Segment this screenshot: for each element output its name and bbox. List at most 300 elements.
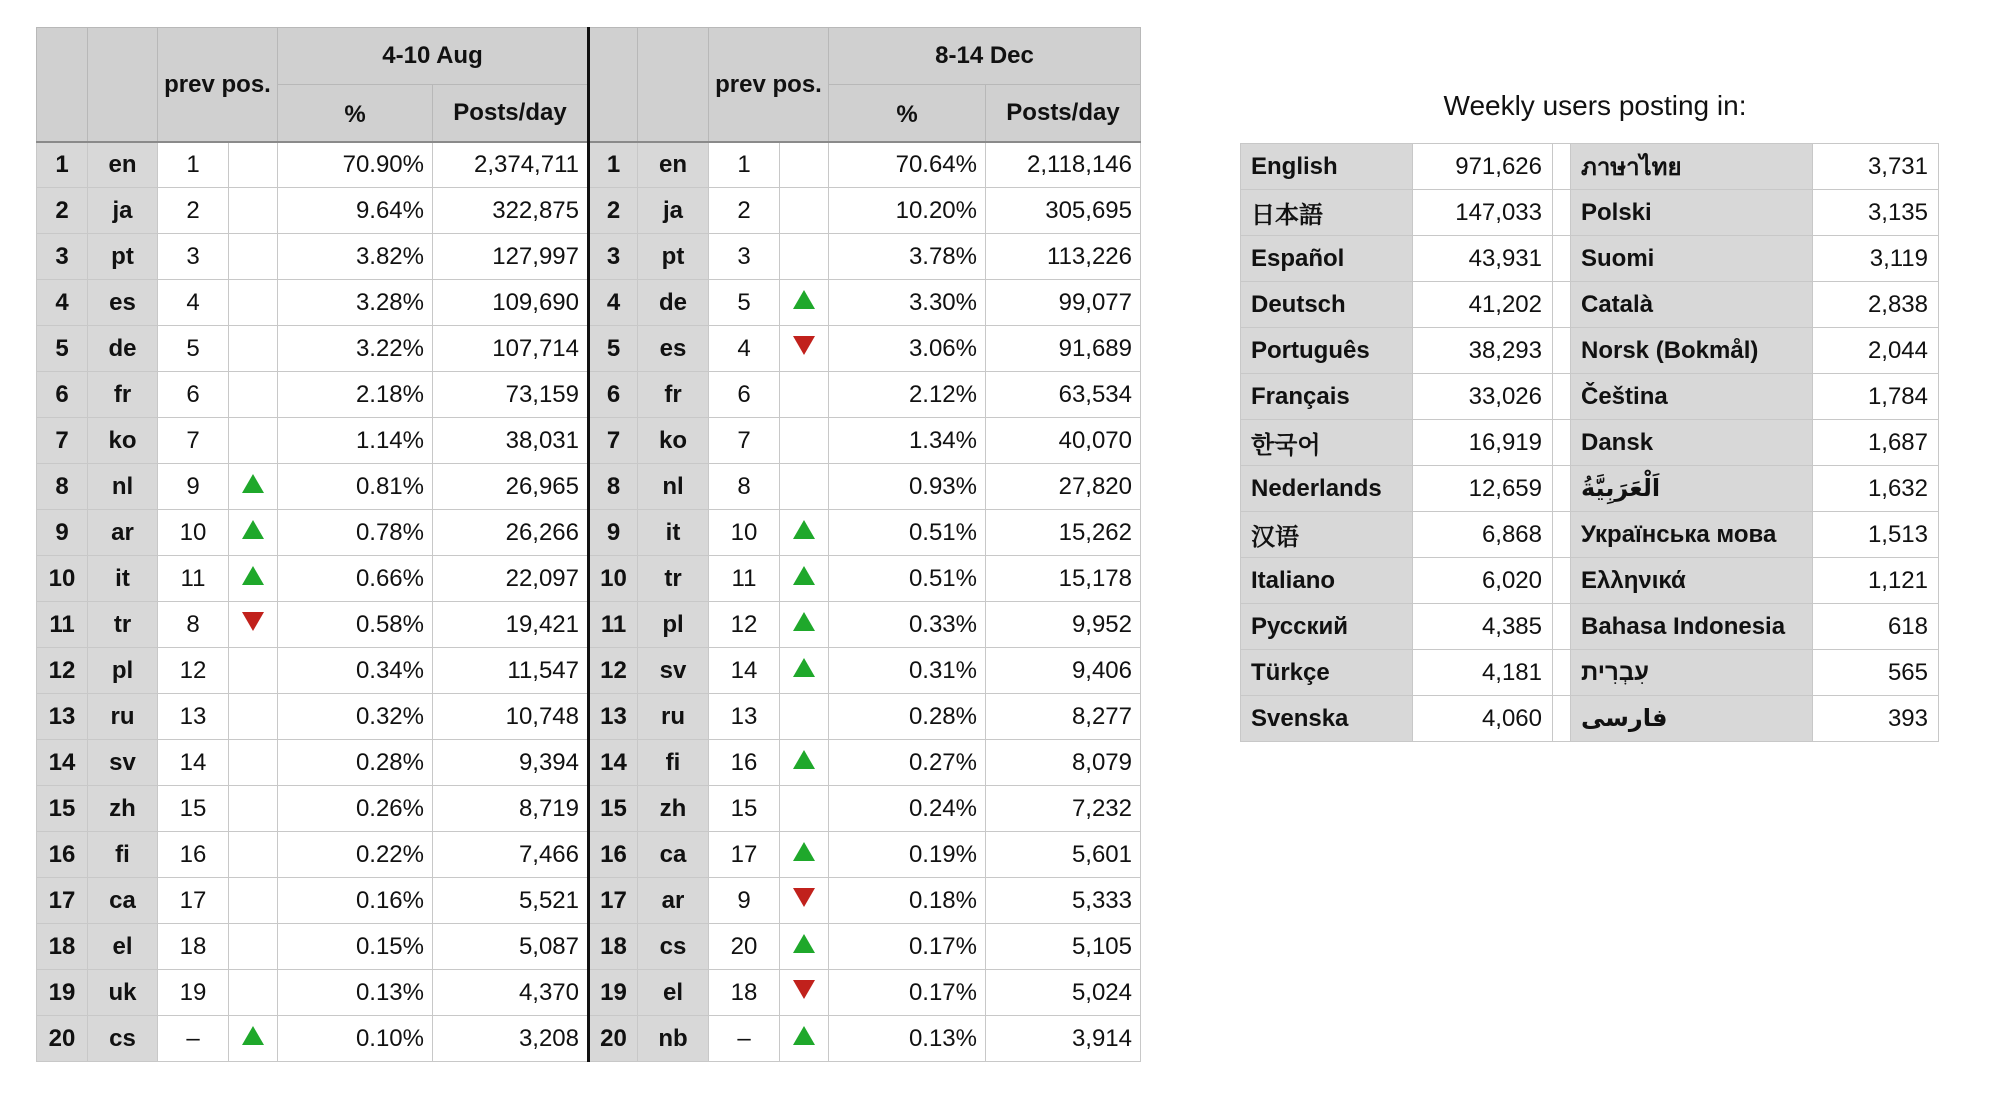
prev-pos-cell: 13 <box>158 694 229 740</box>
weekly-row <box>1241 604 1939 650</box>
rank-cell: 20 <box>589 1016 638 1062</box>
weekly-user-count: 565 <box>1813 650 1939 696</box>
posts-per-day-cell: 40,070 <box>986 418 1141 464</box>
language-code-cell: fr <box>638 372 709 418</box>
percent-cell: 0.16% <box>278 878 433 924</box>
rank-cell: 6 <box>37 372 88 418</box>
weekly-language-name: Bahasa Indonesia <box>1571 604 1813 650</box>
language-code-cell: it <box>638 510 709 556</box>
prev-pos-cell: 17 <box>158 878 229 924</box>
table-row <box>37 832 1141 878</box>
prev-pos-cell: 6 <box>709 372 780 418</box>
weekly-users-table <box>1240 143 1939 742</box>
trend-cell <box>780 326 829 372</box>
language-code-cell: pl <box>88 648 158 694</box>
prev-pos-cell: – <box>158 1016 229 1062</box>
rank-cell: 1 <box>589 142 638 188</box>
rank-cell: 16 <box>37 832 88 878</box>
trend-cell <box>229 280 278 326</box>
percent-cell: 0.13% <box>278 970 433 1016</box>
trend-cell <box>229 234 278 280</box>
prev-pos-cell: 14 <box>709 648 780 694</box>
language-code-cell: fr <box>88 372 158 418</box>
rank-cell: 12 <box>37 648 88 694</box>
header-lang-blank-2 <box>638 28 709 142</box>
trend-cell <box>229 970 278 1016</box>
prev-pos-cell: 10 <box>709 510 780 556</box>
rank-cell: 9 <box>37 510 88 556</box>
prev-pos-cell: 11 <box>158 556 229 602</box>
prev-pos-cell: 20 <box>709 924 780 970</box>
prev-pos-cell: 19 <box>158 970 229 1016</box>
prev-pos-cell: 10 <box>158 510 229 556</box>
percent-cell: 0.17% <box>829 924 986 970</box>
weekly-users-title: Weekly users posting in: <box>1443 90 1747 121</box>
period-2-label: 8-14 Dec <box>829 28 1141 85</box>
posts-per-day-cell: 5,087 <box>433 924 589 970</box>
weekly-user-count: 618 <box>1813 604 1939 650</box>
trend-cell <box>229 786 278 832</box>
posts-per-day-cell: 5,105 <box>986 924 1141 970</box>
weekly-user-count: 4,385 <box>1413 604 1553 650</box>
trend-up-icon <box>793 566 815 585</box>
header-posts-per-day-2: Posts/day <box>986 85 1141 142</box>
column-spacer <box>1553 282 1571 328</box>
percent-cell: 0.27% <box>829 740 986 786</box>
prev-pos-cell: 16 <box>158 832 229 878</box>
rank-cell: 20 <box>37 1016 88 1062</box>
column-spacer <box>1553 650 1571 696</box>
language-code-cell: es <box>88 280 158 326</box>
percent-cell: 0.78% <box>278 510 433 556</box>
column-spacer <box>1553 374 1571 420</box>
table-row <box>37 142 1141 188</box>
table-row <box>37 326 1141 372</box>
posts-per-day-cell: 3,208 <box>433 1016 589 1062</box>
posts-per-day-cell: 7,466 <box>433 832 589 878</box>
posts-per-day-cell: 107,714 <box>433 326 589 372</box>
weekly-language-name: اَلْعَرَبِيَّةُ <box>1571 466 1813 512</box>
trend-down-icon <box>242 612 264 631</box>
prev-pos-cell: 1 <box>709 142 780 188</box>
trend-cell <box>229 924 278 970</box>
weekly-language-name: 汉语 <box>1241 512 1413 558</box>
language-code-cell: sv <box>638 648 709 694</box>
ranking-rows <box>37 142 1141 1062</box>
rank-cell: 11 <box>589 602 638 648</box>
trend-up-icon <box>793 520 815 539</box>
posts-per-day-cell: 8,277 <box>986 694 1141 740</box>
weekly-row <box>1241 650 1939 696</box>
posts-per-day-cell: 99,077 <box>986 280 1141 326</box>
posts-per-day-cell: 11,547 <box>433 648 589 694</box>
percent-cell: 1.14% <box>278 418 433 464</box>
language-code-cell: ja <box>638 188 709 234</box>
weekly-user-count: 43,931 <box>1413 236 1553 282</box>
trend-cell <box>229 878 278 924</box>
weekly-user-count: 1,121 <box>1813 558 1939 604</box>
rank-cell: 7 <box>37 418 88 464</box>
weekly-user-count: 2,044 <box>1813 328 1939 374</box>
rank-cell: 1 <box>37 142 88 188</box>
rank-cell: 5 <box>37 326 88 372</box>
posts-per-day-cell: 38,031 <box>433 418 589 464</box>
rank-cell: 15 <box>37 786 88 832</box>
column-spacer <box>1553 466 1571 512</box>
header-pct: % <box>278 85 433 142</box>
percent-cell: 0.10% <box>278 1016 433 1062</box>
weekly-row <box>1241 236 1939 282</box>
trend-up-icon <box>242 1026 264 1045</box>
column-spacer <box>1553 144 1571 190</box>
weekly-user-count: 16,919 <box>1413 420 1553 466</box>
language-code-cell: el <box>638 970 709 1016</box>
rank-cell: 15 <box>589 786 638 832</box>
rank-cell: 11 <box>37 602 88 648</box>
rank-cell: 10 <box>37 556 88 602</box>
language-code-cell: zh <box>638 786 709 832</box>
language-ranking-table <box>36 27 1141 1062</box>
percent-cell: 0.28% <box>829 694 986 740</box>
rank-cell: 14 <box>589 740 638 786</box>
rank-cell: 6 <box>589 372 638 418</box>
trend-down-icon <box>793 980 815 999</box>
percent-cell: 0.26% <box>278 786 433 832</box>
weekly-user-count: 1,513 <box>1813 512 1939 558</box>
weekly-language-name: Ελληνικά <box>1571 558 1813 604</box>
trend-cell <box>780 1016 829 1062</box>
trend-cell <box>780 602 829 648</box>
posts-per-day-cell: 322,875 <box>433 188 589 234</box>
weekly-language-name: Français <box>1241 374 1413 420</box>
prev-pos-cell: 5 <box>158 326 229 372</box>
language-code-cell: ar <box>88 510 158 556</box>
percent-cell: 0.58% <box>278 602 433 648</box>
rank-cell: 18 <box>589 924 638 970</box>
posts-per-day-cell: 5,024 <box>986 970 1141 1016</box>
rank-cell: 5 <box>589 326 638 372</box>
weekly-row <box>1241 466 1939 512</box>
rank-cell: 13 <box>589 694 638 740</box>
table-row <box>37 510 1141 556</box>
percent-cell: 3.22% <box>278 326 433 372</box>
weekly-user-count: 41,202 <box>1413 282 1553 328</box>
posts-per-day-cell: 127,997 <box>433 234 589 280</box>
language-code-cell: ko <box>638 418 709 464</box>
trend-up-icon <box>793 1026 815 1045</box>
column-spacer <box>1553 236 1571 282</box>
language-code-cell: nl <box>638 464 709 510</box>
header-rank-blank-2 <box>589 28 638 142</box>
posts-per-day-cell: 63,534 <box>986 372 1141 418</box>
percent-cell: 0.22% <box>278 832 433 878</box>
rank-cell: 17 <box>589 878 638 924</box>
posts-per-day-cell: 305,695 <box>986 188 1141 234</box>
table-row <box>37 234 1141 280</box>
rank-cell: 4 <box>589 280 638 326</box>
weekly-language-name: Čeština <box>1571 374 1813 420</box>
prev-pos-cell: 7 <box>158 418 229 464</box>
prev-pos-cell: 4 <box>709 326 780 372</box>
percent-cell: 0.31% <box>829 648 986 694</box>
prev-pos-cell: 9 <box>709 878 780 924</box>
prev-pos-cell: 8 <box>158 602 229 648</box>
trend-cell <box>229 464 278 510</box>
trend-cell <box>229 832 278 878</box>
posts-per-day-cell: 7,232 <box>986 786 1141 832</box>
posts-per-day-cell: 2,374,711 <box>433 142 589 188</box>
rank-cell: 17 <box>37 878 88 924</box>
table-row <box>37 924 1141 970</box>
rank-cell: 14 <box>37 740 88 786</box>
trend-cell <box>780 970 829 1016</box>
weekly-user-count: 393 <box>1813 696 1939 742</box>
language-code-cell: ru <box>638 694 709 740</box>
posts-per-day-cell: 10,748 <box>433 694 589 740</box>
trend-cell <box>780 510 829 556</box>
language-code-cell: nb <box>638 1016 709 1062</box>
weekly-row <box>1241 190 1939 236</box>
percent-cell: 0.13% <box>829 1016 986 1062</box>
language-code-cell: de <box>88 326 158 372</box>
prev-pos-cell: 9 <box>158 464 229 510</box>
language-code-cell: ca <box>638 832 709 878</box>
language-code-cell: uk <box>88 970 158 1016</box>
weekly-row <box>1241 696 1939 742</box>
percent-cell: 3.06% <box>829 326 986 372</box>
prev-pos-cell: 4 <box>158 280 229 326</box>
weekly-row <box>1241 282 1939 328</box>
percent-cell: 0.81% <box>278 464 433 510</box>
posts-per-day-cell: 27,820 <box>986 464 1141 510</box>
rank-cell: 10 <box>589 556 638 602</box>
rank-cell: 3 <box>37 234 88 280</box>
rank-cell: 4 <box>37 280 88 326</box>
language-code-cell: en <box>638 142 709 188</box>
trend-cell <box>229 326 278 372</box>
posts-per-day-cell: 15,262 <box>986 510 1141 556</box>
trend-up-icon <box>793 290 815 309</box>
prev-pos-cell: 8 <box>709 464 780 510</box>
percent-cell: 3.78% <box>829 234 986 280</box>
language-code-cell: ru <box>88 694 158 740</box>
weekly-user-count: 147,033 <box>1413 190 1553 236</box>
rank-cell: 8 <box>589 464 638 510</box>
prev-pos-cell: 14 <box>158 740 229 786</box>
table-row <box>37 694 1141 740</box>
trend-cell <box>229 740 278 786</box>
weekly-language-name: 日本語 <box>1241 190 1413 236</box>
trend-cell <box>780 464 829 510</box>
prev-pos-cell: 1 <box>158 142 229 188</box>
trend-cell <box>229 372 278 418</box>
header-rank-blank <box>37 28 88 142</box>
language-code-cell: ar <box>638 878 709 924</box>
weekly-language-name: Nederlands <box>1241 466 1413 512</box>
weekly-user-count: 3,119 <box>1813 236 1939 282</box>
weekly-language-name: Català <box>1571 282 1813 328</box>
rank-cell: 8 <box>37 464 88 510</box>
weekly-language-name: Polski <box>1571 190 1813 236</box>
trend-up-icon <box>793 750 815 769</box>
weekly-row <box>1241 374 1939 420</box>
column-spacer <box>1553 328 1571 374</box>
posts-per-day-cell: 19,421 <box>433 602 589 648</box>
period-1-label: 4-10 Aug <box>278 28 589 85</box>
rank-cell: 19 <box>589 970 638 1016</box>
language-code-cell: en <box>88 142 158 188</box>
weekly-user-count: 33,026 <box>1413 374 1553 420</box>
weekly-user-count: 6,868 <box>1413 512 1553 558</box>
rank-cell: 13 <box>37 694 88 740</box>
posts-per-day-cell: 73,159 <box>433 372 589 418</box>
posts-per-day-cell: 9,952 <box>986 602 1141 648</box>
prev-pos-cell: 18 <box>709 970 780 1016</box>
table-row <box>37 556 1141 602</box>
percent-cell: 3.82% <box>278 234 433 280</box>
percent-cell: 0.32% <box>278 694 433 740</box>
weekly-language-name: Português <box>1241 328 1413 374</box>
prev-pos-cell: 7 <box>709 418 780 464</box>
weekly-language-name: עִבְרִית <box>1571 650 1813 696</box>
weekly-language-name: Español <box>1241 236 1413 282</box>
header-prev-pos: prev pos. <box>158 28 278 142</box>
posts-per-day-cell: 26,266 <box>433 510 589 556</box>
table-row <box>37 970 1141 1016</box>
percent-cell: 3.28% <box>278 280 433 326</box>
weekly-row <box>1241 420 1939 466</box>
weekly-users-rows <box>1241 144 1939 742</box>
trend-cell <box>229 418 278 464</box>
language-code-cell: ja <box>88 188 158 234</box>
trend-cell <box>229 602 278 648</box>
weekly-language-name: 한국어 <box>1241 420 1413 466</box>
weekly-user-count: 3,135 <box>1813 190 1939 236</box>
percent-cell: 10.20% <box>829 188 986 234</box>
weekly-language-name: Dansk <box>1571 420 1813 466</box>
weekly-user-count: 12,659 <box>1413 466 1553 512</box>
percent-cell: 0.15% <box>278 924 433 970</box>
posts-per-day-cell: 8,079 <box>986 740 1141 786</box>
trend-cell <box>229 188 278 234</box>
weekly-row <box>1241 328 1939 374</box>
language-code-cell: cs <box>638 924 709 970</box>
table-row <box>37 648 1141 694</box>
rank-cell: 2 <box>37 188 88 234</box>
weekly-language-name: Русский <box>1241 604 1413 650</box>
language-code-cell: ca <box>88 878 158 924</box>
rank-cell: 19 <box>37 970 88 1016</box>
prev-pos-cell: 3 <box>158 234 229 280</box>
rank-cell: 2 <box>589 188 638 234</box>
weekly-user-count: 2,838 <box>1813 282 1939 328</box>
trend-cell <box>229 1016 278 1062</box>
percent-cell: 0.19% <box>829 832 986 878</box>
table-row <box>37 878 1141 924</box>
trend-cell <box>229 694 278 740</box>
weekly-language-name: English <box>1241 144 1413 190</box>
column-spacer <box>1553 558 1571 604</box>
weekly-user-count: 4,181 <box>1413 650 1553 696</box>
trend-cell <box>780 418 829 464</box>
trend-down-icon <box>793 888 815 907</box>
language-code-cell: fi <box>88 832 158 878</box>
weekly-row <box>1241 512 1939 558</box>
language-code-cell: pl <box>638 602 709 648</box>
prev-pos-cell: 3 <box>709 234 780 280</box>
prev-pos-cell: 12 <box>158 648 229 694</box>
percent-cell: 0.18% <box>829 878 986 924</box>
percent-cell: 70.90% <box>278 142 433 188</box>
prev-pos-cell: 17 <box>709 832 780 878</box>
posts-per-day-cell: 91,689 <box>986 326 1141 372</box>
prev-pos-cell: 13 <box>709 694 780 740</box>
trend-cell <box>229 648 278 694</box>
table-row <box>37 280 1141 326</box>
trend-up-icon <box>793 934 815 953</box>
prev-pos-cell: 15 <box>709 786 780 832</box>
trend-up-icon <box>242 566 264 585</box>
posts-per-day-cell: 8,719 <box>433 786 589 832</box>
header-lang-blank <box>88 28 158 142</box>
weekly-language-name: Norsk (Bokmål) <box>1571 328 1813 374</box>
percent-cell: 1.34% <box>829 418 986 464</box>
language-code-cell: pt <box>638 234 709 280</box>
rank-cell: 16 <box>589 832 638 878</box>
posts-per-day-cell: 9,406 <box>986 648 1141 694</box>
weekly-user-count: 4,060 <box>1413 696 1553 742</box>
language-code-cell: ko <box>88 418 158 464</box>
posts-per-day-cell: 22,097 <box>433 556 589 602</box>
posts-per-day-cell: 4,370 <box>433 970 589 1016</box>
percent-cell: 9.64% <box>278 188 433 234</box>
trend-cell <box>780 372 829 418</box>
language-code-cell: es <box>638 326 709 372</box>
language-code-cell: cs <box>88 1016 158 1062</box>
weekly-user-count: 38,293 <box>1413 328 1553 374</box>
trend-cell <box>780 234 829 280</box>
trend-down-icon <box>793 336 815 355</box>
percent-cell: 0.17% <box>829 970 986 1016</box>
rank-cell: 18 <box>37 924 88 970</box>
trend-cell <box>229 556 278 602</box>
weekly-row <box>1241 558 1939 604</box>
trend-cell <box>780 556 829 602</box>
weekly-language-name: فارسی <box>1571 696 1813 742</box>
posts-per-day-cell: 9,394 <box>433 740 589 786</box>
table-row <box>37 372 1141 418</box>
prev-pos-cell: – <box>709 1016 780 1062</box>
posts-per-day-cell: 3,914 <box>986 1016 1141 1062</box>
column-spacer <box>1553 512 1571 558</box>
trend-cell <box>780 832 829 878</box>
trend-up-icon <box>242 520 264 539</box>
prev-pos-cell: 2 <box>158 188 229 234</box>
language-code-cell: tr <box>638 556 709 602</box>
weekly-user-count: 971,626 <box>1413 144 1553 190</box>
prev-pos-cell: 12 <box>709 602 780 648</box>
percent-cell: 0.51% <box>829 510 986 556</box>
column-spacer <box>1553 420 1571 466</box>
language-code-cell: zh <box>88 786 158 832</box>
trend-cell <box>780 924 829 970</box>
language-code-cell: tr <box>88 602 158 648</box>
percent-cell: 2.12% <box>829 372 986 418</box>
rank-cell: 9 <box>589 510 638 556</box>
language-code-cell: fi <box>638 740 709 786</box>
rank-cell: 7 <box>589 418 638 464</box>
language-code-cell: pt <box>88 234 158 280</box>
